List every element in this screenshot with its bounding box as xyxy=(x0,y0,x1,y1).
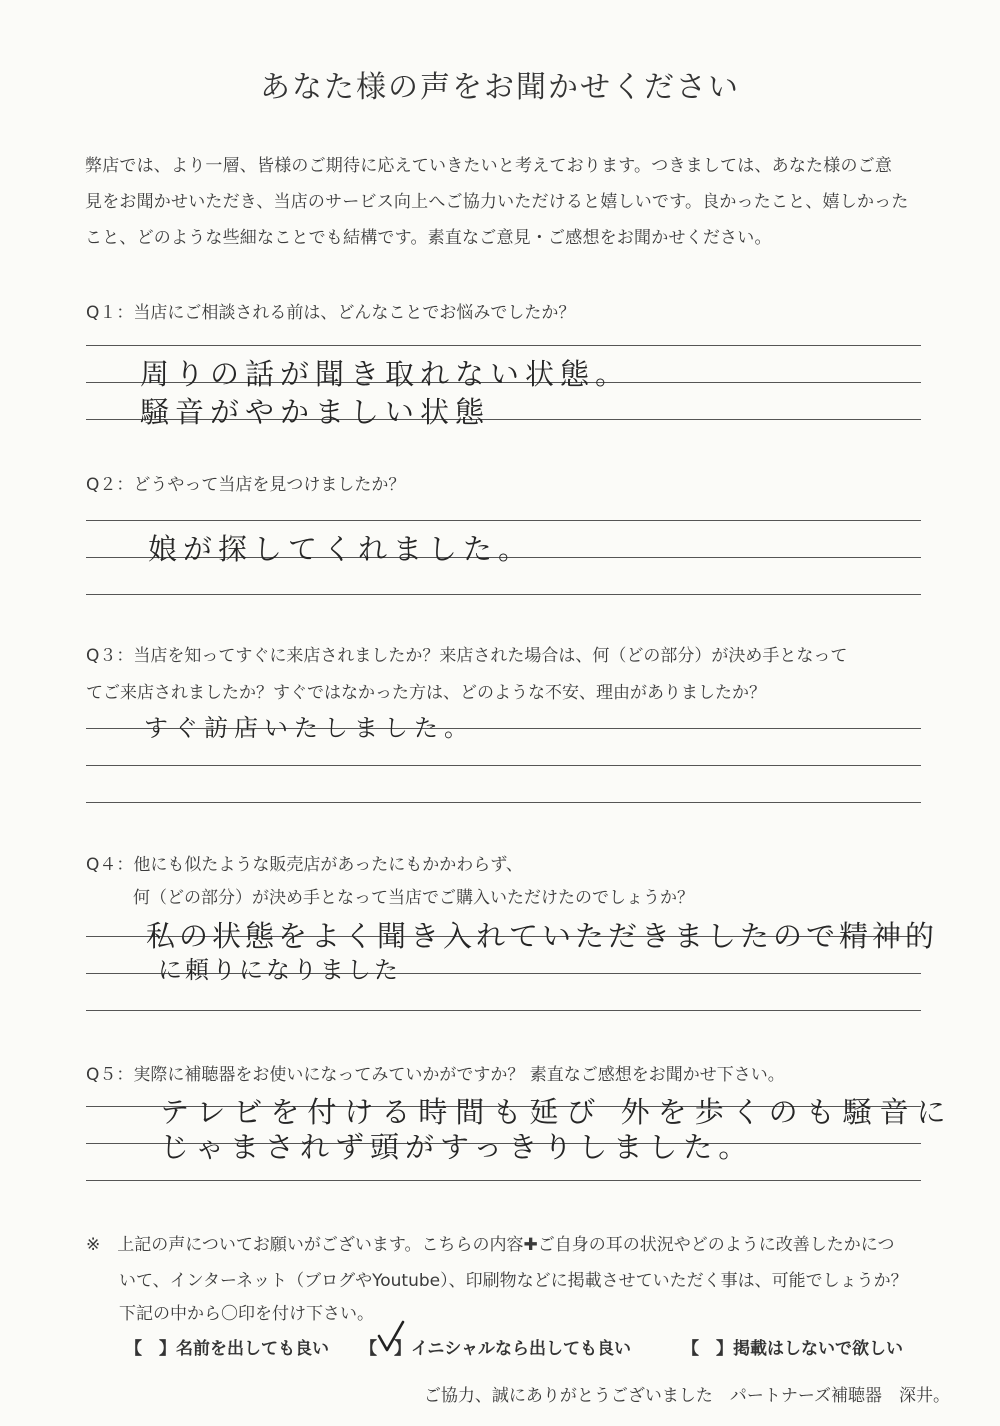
intro-line-3: こと、どのような些細なことでも結構です。素直なご意見・ご感想をお聞かせください。 xyxy=(85,228,772,248)
answer-line xyxy=(86,765,921,766)
q4-answer-line-2: に頼りになりました xyxy=(158,956,401,984)
answer-line xyxy=(86,1180,921,1181)
option-initials-ok[interactable]: 【 】イニシャルなら出しても良い xyxy=(360,1339,631,1359)
q1-answer-line-1: 周りの話が聞き取れない状態。 xyxy=(140,357,631,391)
q3-answer-line-1: すぐ訪店いたしました。 xyxy=(144,714,474,742)
answer-line xyxy=(86,1010,921,1011)
note-line-1: ※ 上記の声についてお願いがございます。こちらの内容✚ご自身の耳の状況やどのように改善したかにつ xyxy=(86,1235,895,1255)
intro-line-2: 見をお聞かせいただき、当店のサービス向上へご協力いただけると嬉しいです。良かったこと、嬉しかった xyxy=(85,192,909,212)
answer-line xyxy=(86,520,921,521)
q1-answer-line-2: 騒音がやかましい状態 xyxy=(140,395,491,429)
q5-question: Q５：実際に補聴器をお使いになってみていかがですか？ 素直なご感想をお聞かせ下さい。 xyxy=(86,1065,785,1085)
note-line-3: 下記の中から〇印を付け下さい。 xyxy=(119,1304,374,1324)
q5-answer-line-2: じゃまされず頭がすっきりしました。 xyxy=(160,1130,754,1164)
check-mark-icon xyxy=(376,1320,406,1354)
q4-question-line-2: 何（どの部分）が決め手となって当店でご購入いただけたのでしょうか？ xyxy=(133,888,694,908)
answer-line xyxy=(86,345,921,346)
note-line-2: いて、インターネット（ブログやYoutube）、印刷物などに掲載させていただく事は、可能でしょうか？ xyxy=(119,1271,908,1291)
q3-question-line-1: Q３：当店を知ってすぐに来店されましたか？来店された場合は、何（どの部分）が決め手となって xyxy=(86,646,848,666)
footer-thanks: ご協力、誠にありがとうございました パートナーズ補聴器 深井。 xyxy=(423,1386,950,1406)
answer-line xyxy=(86,594,921,595)
option-no-publish[interactable]: 【 】掲載はしないで欲しい xyxy=(682,1339,903,1359)
q1-question: Q１：当店にご相談される前は、どんなことでお悩みでしたか？ xyxy=(86,303,576,323)
intro-line-1: 弊店では、より一層、皆様のご期待に応えていきたいと考えております。つきましては、あなた様のご意 xyxy=(85,156,893,176)
q3-question-line-2: てご来店されましたか？すぐではなかった方は、どのような不安、理由がありましたか？ xyxy=(86,683,766,703)
q5-answer-line-1: テレビを付ける時間も延び 外を歩くのも騒音に xyxy=(160,1095,954,1129)
q4-answer-line-1: 私の状態をよく聞き入れていただきましたので精神的 xyxy=(146,919,939,953)
q2-answer-line-1: 娘が探してくれました。 xyxy=(148,532,534,566)
option-name-ok[interactable]: 【 】名前を出しても良い xyxy=(125,1339,329,1359)
answer-line xyxy=(86,802,921,803)
q2-question: Q２：どうやって当店を見つけましたか？ xyxy=(86,475,406,495)
q4-question-line-1: Q４：他にも似たような販売店があったにもかかわらず、 xyxy=(86,855,523,875)
survey-title: あなた様の声をお聞かせください xyxy=(260,70,740,105)
